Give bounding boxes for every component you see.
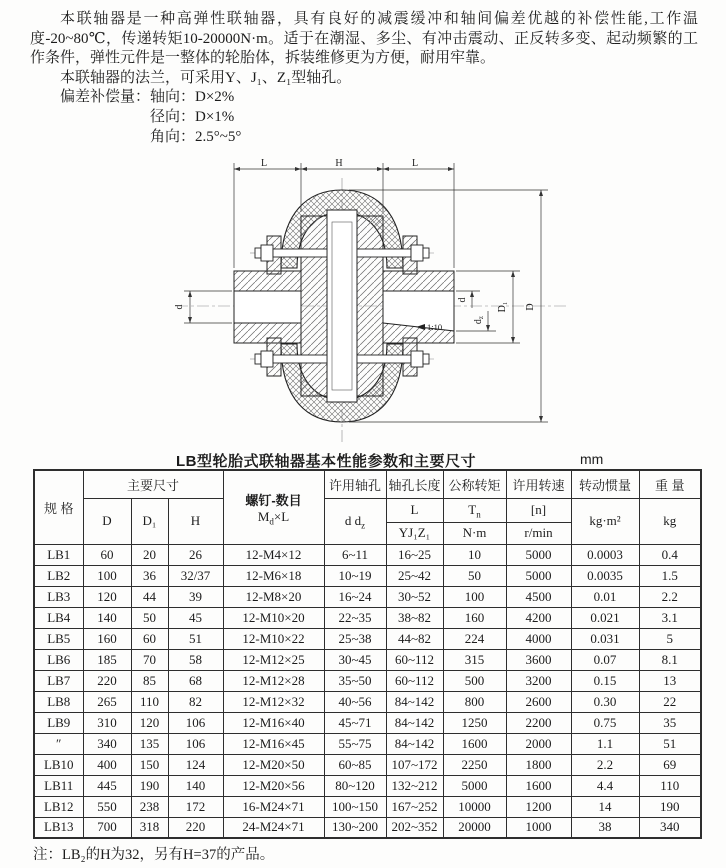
table-cell: 10000 xyxy=(443,796,506,817)
table-cell: 132~212 xyxy=(386,775,443,796)
table-cell: 6~11 xyxy=(324,544,386,565)
header-unit-speed: r/min xyxy=(506,522,571,544)
table-cell: 150 xyxy=(131,754,168,775)
header-screws-formula: $M_d\times L$ xyxy=(257,508,290,527)
table-cell: 24-M24×71 xyxy=(223,817,324,838)
row-spec-cell: LB11 xyxy=(34,775,83,796)
table-cell: 124 xyxy=(168,754,223,775)
table-cell: 238 xyxy=(131,796,168,817)
right-shaft xyxy=(383,271,454,343)
table-cell: 130~200 xyxy=(324,817,386,838)
table-cell: 16~25 xyxy=(386,544,443,565)
table-cell: 106 xyxy=(168,712,223,733)
table-cell: 445 xyxy=(83,775,131,796)
table-cell: 100~150 xyxy=(324,796,386,817)
table-cell: 51 xyxy=(639,733,701,754)
table-unit-label: mm xyxy=(580,451,604,467)
table-cell: 4500 xyxy=(506,586,571,607)
table-cell: 32/37 xyxy=(168,565,223,586)
table-cell: 82 xyxy=(168,691,223,712)
table-cell: 12-M20×56 xyxy=(223,775,324,796)
table-cell: 2200 xyxy=(506,712,571,733)
table-cell: 22~35 xyxy=(324,607,386,628)
table-cell: 80~120 xyxy=(324,775,386,796)
table-cell: 12-M4×12 xyxy=(223,544,324,565)
table-cell: 220 xyxy=(168,817,223,838)
table-title: LB型轮胎式联轴器基本性能参数和主要尺寸 xyxy=(176,453,476,470)
dim-label-d1: D₁ xyxy=(497,301,508,313)
table-cell: 2.2 xyxy=(639,586,701,607)
table-cell: 3600 xyxy=(506,649,571,670)
row-spec-cell: LB4 xyxy=(34,607,83,628)
table-cell: 68 xyxy=(168,670,223,691)
table-cell: 50 xyxy=(131,607,168,628)
table-cell: 340 xyxy=(83,733,131,754)
dim-label-dz: $d_z$ xyxy=(473,315,485,325)
table-cell: 106 xyxy=(168,733,223,754)
table-cell: 1.1 xyxy=(571,733,639,754)
table-cell: 315 xyxy=(443,649,506,670)
table-cell: 35~50 xyxy=(324,670,386,691)
table-cell: 100 xyxy=(83,565,131,586)
table-cell: 1600 xyxy=(506,775,571,796)
table-cell: 4000 xyxy=(506,628,571,649)
table-cell: 0.30 xyxy=(571,691,639,712)
table-cell: 400 xyxy=(83,754,131,775)
dim-label-l-right: L xyxy=(411,158,419,169)
table-cell: 135 xyxy=(131,733,168,754)
header-sym-d1: D₁ xyxy=(131,498,168,544)
table-cell: 0.07 xyxy=(571,649,639,670)
row-spec-cell: LB12 xyxy=(34,796,83,817)
compensation-angular: 角向：2.5°~5° xyxy=(150,128,242,145)
table-cell: 265 xyxy=(83,691,131,712)
table-cell: 0.021 xyxy=(571,607,639,628)
header-inertia: 转动惯量 xyxy=(571,470,639,498)
dim-label-l-left: L xyxy=(260,158,268,169)
row-spec-cell: LB13 xyxy=(34,817,83,838)
table-cell: 5000 xyxy=(506,544,571,565)
table-cell: 107~172 xyxy=(386,754,443,775)
table-cell: 69 xyxy=(639,754,701,775)
table-cell: 26 xyxy=(168,544,223,565)
table-cell: 44~82 xyxy=(386,628,443,649)
table-row xyxy=(34,544,701,565)
header-weight: 重 量 xyxy=(639,470,701,498)
table-cell: 14 xyxy=(571,796,639,817)
table-cell: 20 xyxy=(131,544,168,565)
taper-label: 1:10 xyxy=(427,322,443,332)
compensation-label: 偏差补偿量： xyxy=(60,89,151,106)
table-cell: 84~142 xyxy=(386,733,443,754)
table-cell: 1000 xyxy=(506,817,571,838)
intro-paragraph-1: 本联轴器是一种高弹性联轴器，具有良好的减震缓冲和轴间偏差优越的补偿性能,工作温度-20~80℃，传递转矩10-20000N·m。适于在潮湿、多尘、有冲击震动、正反转多变、起动频繁的工作条件，弹性元件是一整体的轮胎体，拆装维修更为方便，耐用牢靠。 xyxy=(30,11,698,67)
table-cell: 202~352 xyxy=(386,817,443,838)
footnote: 注：LB₂的H为32，另有H=37的产品。 xyxy=(33,847,275,863)
dim-label-h: H xyxy=(335,158,343,169)
table-cell: 16-M24×71 xyxy=(223,796,324,817)
table-cell: 1600 xyxy=(443,733,506,754)
row-spec-cell: ″ xyxy=(34,733,83,754)
table-cell: 1200 xyxy=(506,796,571,817)
center-sleeve xyxy=(327,210,357,402)
table-row xyxy=(34,754,701,775)
table-cell: 36 xyxy=(131,565,168,586)
table-cell: 2000 xyxy=(506,733,571,754)
table-row xyxy=(34,628,701,649)
table-cell: 40~56 xyxy=(324,691,386,712)
table-cell: 35 xyxy=(639,712,701,733)
table-cell: 0.031 xyxy=(571,628,639,649)
table-cell: 85 xyxy=(131,670,168,691)
table-row xyxy=(34,607,701,628)
table-cell: 84~142 xyxy=(386,712,443,733)
table-cell: 12-M12×32 xyxy=(223,691,324,712)
table-cell: 13 xyxy=(639,670,701,691)
table-cell: 12-M16×40 xyxy=(223,712,324,733)
table-cell: 45 xyxy=(168,607,223,628)
table-cell: 30~52 xyxy=(386,586,443,607)
table-cell: 12-M6×18 xyxy=(223,565,324,586)
intro-paragraph-2: 本联轴器的法兰，可采用Y、J₁、Z₁型轴孔。 xyxy=(60,69,352,86)
table-cell: 3200 xyxy=(506,670,571,691)
row-spec-cell: LB6 xyxy=(34,649,83,670)
table-cell: 500 xyxy=(443,670,506,691)
dim-label-big-d: D xyxy=(525,303,536,311)
table-cell: 310 xyxy=(83,712,131,733)
table-cell: 1250 xyxy=(443,712,506,733)
table-cell: 4200 xyxy=(506,607,571,628)
table-cell: 160 xyxy=(443,607,506,628)
row-spec-cell: LB3 xyxy=(34,586,83,607)
table-cell: 340 xyxy=(639,817,701,838)
dimension-left-d xyxy=(174,291,232,323)
table-cell: 12-M8×20 xyxy=(223,586,324,607)
header-sym-h: H xyxy=(168,498,223,544)
table-cell: 2250 xyxy=(443,754,506,775)
table-cell: 160 xyxy=(83,628,131,649)
table-cell: 45~71 xyxy=(324,712,386,733)
table-cell: 60 xyxy=(83,544,131,565)
table-cell: 0.15 xyxy=(571,670,639,691)
table-row xyxy=(34,817,701,838)
table-row xyxy=(34,670,701,691)
table-cell: 4.4 xyxy=(571,775,639,796)
header-main-dims: 主要尺寸 xyxy=(83,470,223,498)
table-cell: 120 xyxy=(83,586,131,607)
table-cell: 12-M10×22 xyxy=(223,628,324,649)
table-cell: 51 xyxy=(168,628,223,649)
table-cell: 0.01 xyxy=(571,586,639,607)
row-spec-cell: LB5 xyxy=(34,628,83,649)
table-cell: 5000 xyxy=(443,775,506,796)
table-cell: 224 xyxy=(443,628,506,649)
header-bore-types: YJ₁Z₁ xyxy=(386,522,443,544)
table-cell: 140 xyxy=(83,607,131,628)
table-cell: 3.1 xyxy=(639,607,701,628)
header-sym-n: [n] xyxy=(506,498,571,522)
table-cell: 58 xyxy=(168,649,223,670)
table-row xyxy=(34,586,701,607)
row-spec-cell: LB2 xyxy=(34,565,83,586)
header-screws xyxy=(223,470,324,544)
table-cell: 25~42 xyxy=(386,565,443,586)
table-cell: 20000 xyxy=(443,817,506,838)
table-cell: 12-M12×25 xyxy=(223,649,324,670)
table-cell: 110 xyxy=(639,775,701,796)
table-cell: 100 xyxy=(443,586,506,607)
table-cell: 22 xyxy=(639,691,701,712)
table-cell: 60~85 xyxy=(324,754,386,775)
table-cell: 318 xyxy=(131,817,168,838)
header-unit-weight: kg xyxy=(639,498,701,544)
table-row xyxy=(34,691,701,712)
table-cell: 0.75 xyxy=(571,712,639,733)
header-torque: 公称转矩 xyxy=(443,470,506,498)
table-cell: 190 xyxy=(639,796,701,817)
compensation-axial-line xyxy=(30,88,698,108)
table-row xyxy=(34,649,701,670)
table-cell: 60~112 xyxy=(386,670,443,691)
table-cell: 185 xyxy=(83,649,131,670)
spec-table xyxy=(33,469,702,839)
table-cell: 12-M12×28 xyxy=(223,670,324,691)
table-cell: 167~252 xyxy=(386,796,443,817)
row-spec-cell: LB8 xyxy=(34,691,83,712)
table-cell: 5000 xyxy=(506,565,571,586)
table-cell: 84~142 xyxy=(386,691,443,712)
table-cell: 220 xyxy=(83,670,131,691)
table-cell: 16~24 xyxy=(324,586,386,607)
table-row xyxy=(34,796,701,817)
table-cell: 8.1 xyxy=(639,649,701,670)
table-cell: 1.5 xyxy=(639,565,701,586)
table-cell: 60 xyxy=(131,628,168,649)
left-shaft xyxy=(234,271,301,343)
table-cell: 70 xyxy=(131,649,168,670)
table-cell: 50 xyxy=(443,565,506,586)
table-cell: 172 xyxy=(168,796,223,817)
table-cell: 190 xyxy=(131,775,168,796)
header-bore-length: 轴孔长度 xyxy=(386,470,443,498)
table-row xyxy=(34,775,701,796)
header-spec: 规 格 xyxy=(34,470,83,544)
compensation-axial: 轴向：D×2% xyxy=(150,89,235,106)
table-cell: 110 xyxy=(131,691,168,712)
dim-label-d-right: d xyxy=(457,297,468,303)
row-spec-cell: LB1 xyxy=(34,544,83,565)
table-cell: 140 xyxy=(168,775,223,796)
header-sym-d: D xyxy=(83,498,131,544)
table-cell: 550 xyxy=(83,796,131,817)
table-cell: 0.4 xyxy=(639,544,701,565)
table-cell: 12-M20×50 xyxy=(223,754,324,775)
header-sym-tn: $T_n$ xyxy=(443,498,506,522)
header-unit-torque: N·m xyxy=(443,522,506,544)
header-bore: 许用轴孔 xyxy=(324,470,386,498)
table-cell: 10~19 xyxy=(324,565,386,586)
spec-table-header xyxy=(34,470,701,544)
table-cell: 44 xyxy=(131,586,168,607)
row-spec-cell: LB9 xyxy=(34,712,83,733)
dim-label-d-left: d xyxy=(174,304,185,310)
table-cell: 2600 xyxy=(506,691,571,712)
table-cell: 120 xyxy=(131,712,168,733)
header-sym-l: L xyxy=(386,498,443,522)
table-cell: 38 xyxy=(571,817,639,838)
table-cell: 55~75 xyxy=(324,733,386,754)
table-row xyxy=(34,565,701,586)
table-cell: 12-M16×45 xyxy=(223,733,324,754)
header-unit-inertia: kg·m² xyxy=(571,498,639,544)
row-spec-cell: LB10 xyxy=(34,754,83,775)
header-sym-bore: d $d_z$ xyxy=(324,498,386,544)
table-cell: 0.0035 xyxy=(571,565,639,586)
table-cell: 5 xyxy=(639,628,701,649)
header-speed: 许用转速 xyxy=(506,470,571,498)
header-screws-title: 螺钉-数目 xyxy=(245,492,302,508)
row-spec-cell: LB7 xyxy=(34,670,83,691)
table-cell: 700 xyxy=(83,817,131,838)
spec-table-body xyxy=(34,544,701,838)
table-cell: 38~82 xyxy=(386,607,443,628)
table-cell: 30~45 xyxy=(324,649,386,670)
table-cell: 10 xyxy=(443,544,506,565)
table-cell: 39 xyxy=(168,586,223,607)
table-cell: 2.2 xyxy=(571,754,639,775)
coupling-section-drawing xyxy=(164,156,584,448)
table-cell: 12-M10×20 xyxy=(223,607,324,628)
intro-text xyxy=(30,10,698,147)
table-cell: 60~112 xyxy=(386,649,443,670)
table-cell: 800 xyxy=(443,691,506,712)
table-cell: 0.0003 xyxy=(571,544,639,565)
table-row xyxy=(34,712,701,733)
table-row xyxy=(34,733,701,754)
compensation-radial: 径向：D×1% xyxy=(150,108,235,125)
table-cell: 1800 xyxy=(506,754,571,775)
table-cell: 25~38 xyxy=(324,628,386,649)
